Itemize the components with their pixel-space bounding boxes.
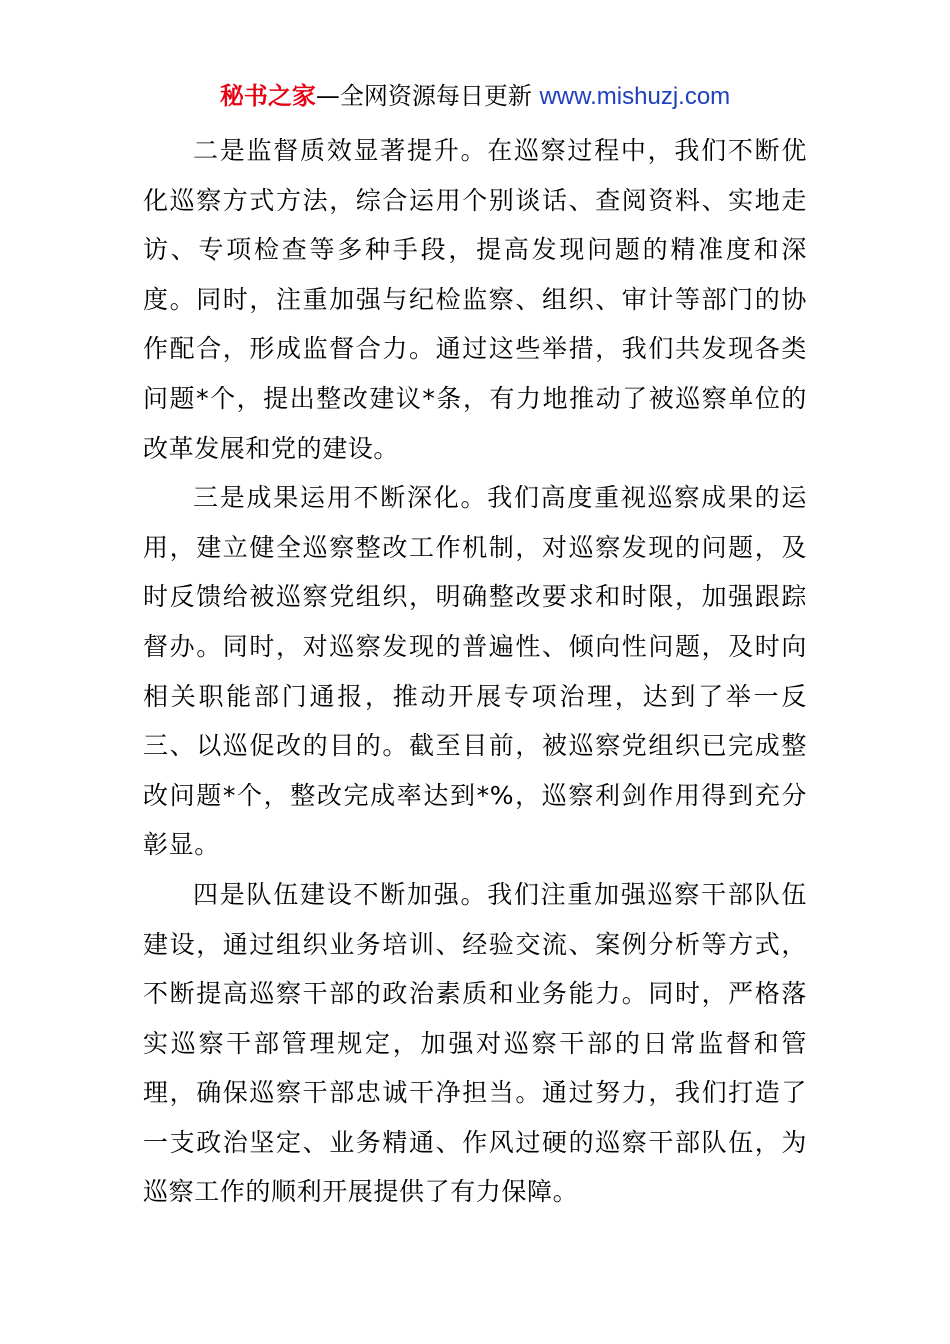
site-header xyxy=(0,80,950,113)
site-brand: 秘书之家 xyxy=(219,82,316,110)
site-tagline: —全网资源每日更新 xyxy=(315,82,532,110)
site-url-link[interactable]: www.mishuzj.com xyxy=(539,83,731,110)
document-body xyxy=(143,126,807,1217)
paragraph-supervision: 二是监督质效显著提升。在巡察过程中，我们不断优化巡察方式方法，综合运用个别谈话、查阅资料、实地走访、专项检查等多种手段，提高发现问题的精准度和深度。同时，注重加强与纪检监察、组织、审计等部门的协作配合，形成监督合力。通过这些举措，我们共发现各类问题*个，提出整改建议*条，有力地推动了被巡察单位的改革发展和党的建设。 xyxy=(143,136,807,463)
paragraph-team: 四是队伍建设不断加强。我们注重加强巡察干部队伍建设，通过组织业务培训、经验交流、案例分析等方式，不断提高巡察干部的政治素质和业务能力。同时，严格落实巡察干部管理规定，加强对巡察干部的日常监督和管理，确保巡察干部忠诚干净担当。通过努力，我们打造了一支政治坚定、业务精通、作风过硬的巡察干部队伍，为巡察工作的顺利开展提供了有力保障。 xyxy=(143,879,807,1207)
paragraph-results: 三是成果运用不断深化。我们高度重视巡察成果的运用，建立健全巡察整改工作机制，对巡察发现的问题，及时反馈给被巡察党组织，明确整改要求和时限，加强跟踪督办。同时，对巡察发现的普遍性、倾向性问题，及时向相关职能部门通报，推动开展专项治理，达到了举一反三、以巡促改的目的。截至目前，被巡察党组织已完成整改问题*个，整改完成率达到*%，巡察利剑作用得到充分彰显。 xyxy=(143,483,807,860)
